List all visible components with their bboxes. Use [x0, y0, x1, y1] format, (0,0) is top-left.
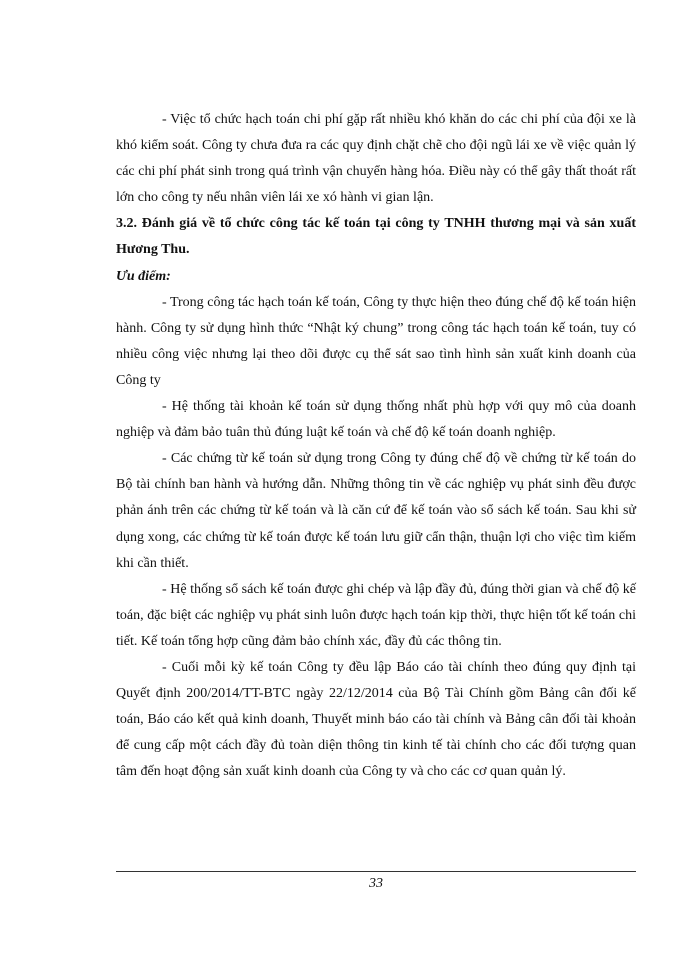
paragraph-advantage-1: - Trong công tác hạch toán kế toán, Công ty thực hiện theo đúng chế độ kế toán hiện hành. Công ty sử dụng hình thức “Nhật ký chung” trong công tác hạch toán kế toán, tuy có nhiều công việc nhưng lại theo dõi được cụ thể sát sao tình hình sản xuất kinh doanh của Công ty — [116, 294, 636, 388]
paragraph-advantage-3: - Các chứng từ kế toán sử dụng trong Công ty đúng chế độ về chứng từ kế toán do Bộ tài chính ban hành và hướng dẫn. Những thông tin về các nghiệp vụ phát sinh đều được phản ánh trên các chứng từ kế toán và là căn cứ để kế toán vào sổ sách kế toán. Sau khi sử dụng xong, các chứng từ kế toán được kế toán lưu giữ cẩn thận, thuận lợi cho việc tìm kiếm khi cần thiết. — [116, 451, 636, 571]
document-page — [116, 107, 636, 785]
page-number: 33 — [369, 876, 383, 891]
paragraph-advantage-4: - Hệ thống sổ sách kế toán được ghi chép và lập đầy đủ, đúng thời gian và chế độ kế toán, đặc biệt các nghiệp vụ phát sinh luôn được hạch toán kịp thời, thực hiện tốt kế toán chi tiết. Kế toán tổng hợp cũng đảm bảo chính xác, đầy đủ các thông tin. — [116, 581, 636, 649]
paragraph-advantage-2: - Hệ thống tài khoản kế toán sử dụng thống nhất phù hợp với quy mô của doanh nghiệp và đảm bảo tuân thủ đúng luật kế toán và chế độ kế toán doanh nghiệp. — [116, 399, 636, 441]
subheading-advantages: Ưu điểm: — [116, 268, 171, 284]
paragraph-advantage-5: - Cuối mỗi kỳ kế toán Công ty đều lập Báo cáo tài chính theo đúng quy định tại Quyết định 200/2014/TT-BTC ngày 22/12/2014 của Bộ Tài Chính gồm Bảng cân đối kế toán, Báo cáo kết quả kinh doanh, Thuyết minh báo cáo tài chính và Bảng cân đối tài khoản để cung cấp một cách đầy đủ toàn diện thông tin kinh tế tài chính cho các đối tượng quan tâm đến hoạt động sản xuất kinh doanh của Công ty và cho các cơ quan quản lý. — [116, 659, 636, 780]
section-heading: 3.2. Đánh giá về tổ chức công tác kế toán tại công ty TNHH thương mại và sản xuất Hương Thu. — [116, 216, 636, 258]
footer-divider — [116, 871, 636, 872]
paragraph-vehicle-costs: - Việc tổ chức hạch toán chi phí gặp rất nhiều khó khăn do các chi phí của đội xe là khó kiểm soát. Công ty chưa đưa ra các quy định chặt chẽ cho đội ngũ lái xe về việc quản lý các chi phí phát sinh trong quá trình vận chuyển hàng hóa. Điều này có thể gây thất thoát rất lớn cho công ty nếu nhân viên lái xe xó hành vi gian lận. — [116, 112, 636, 206]
